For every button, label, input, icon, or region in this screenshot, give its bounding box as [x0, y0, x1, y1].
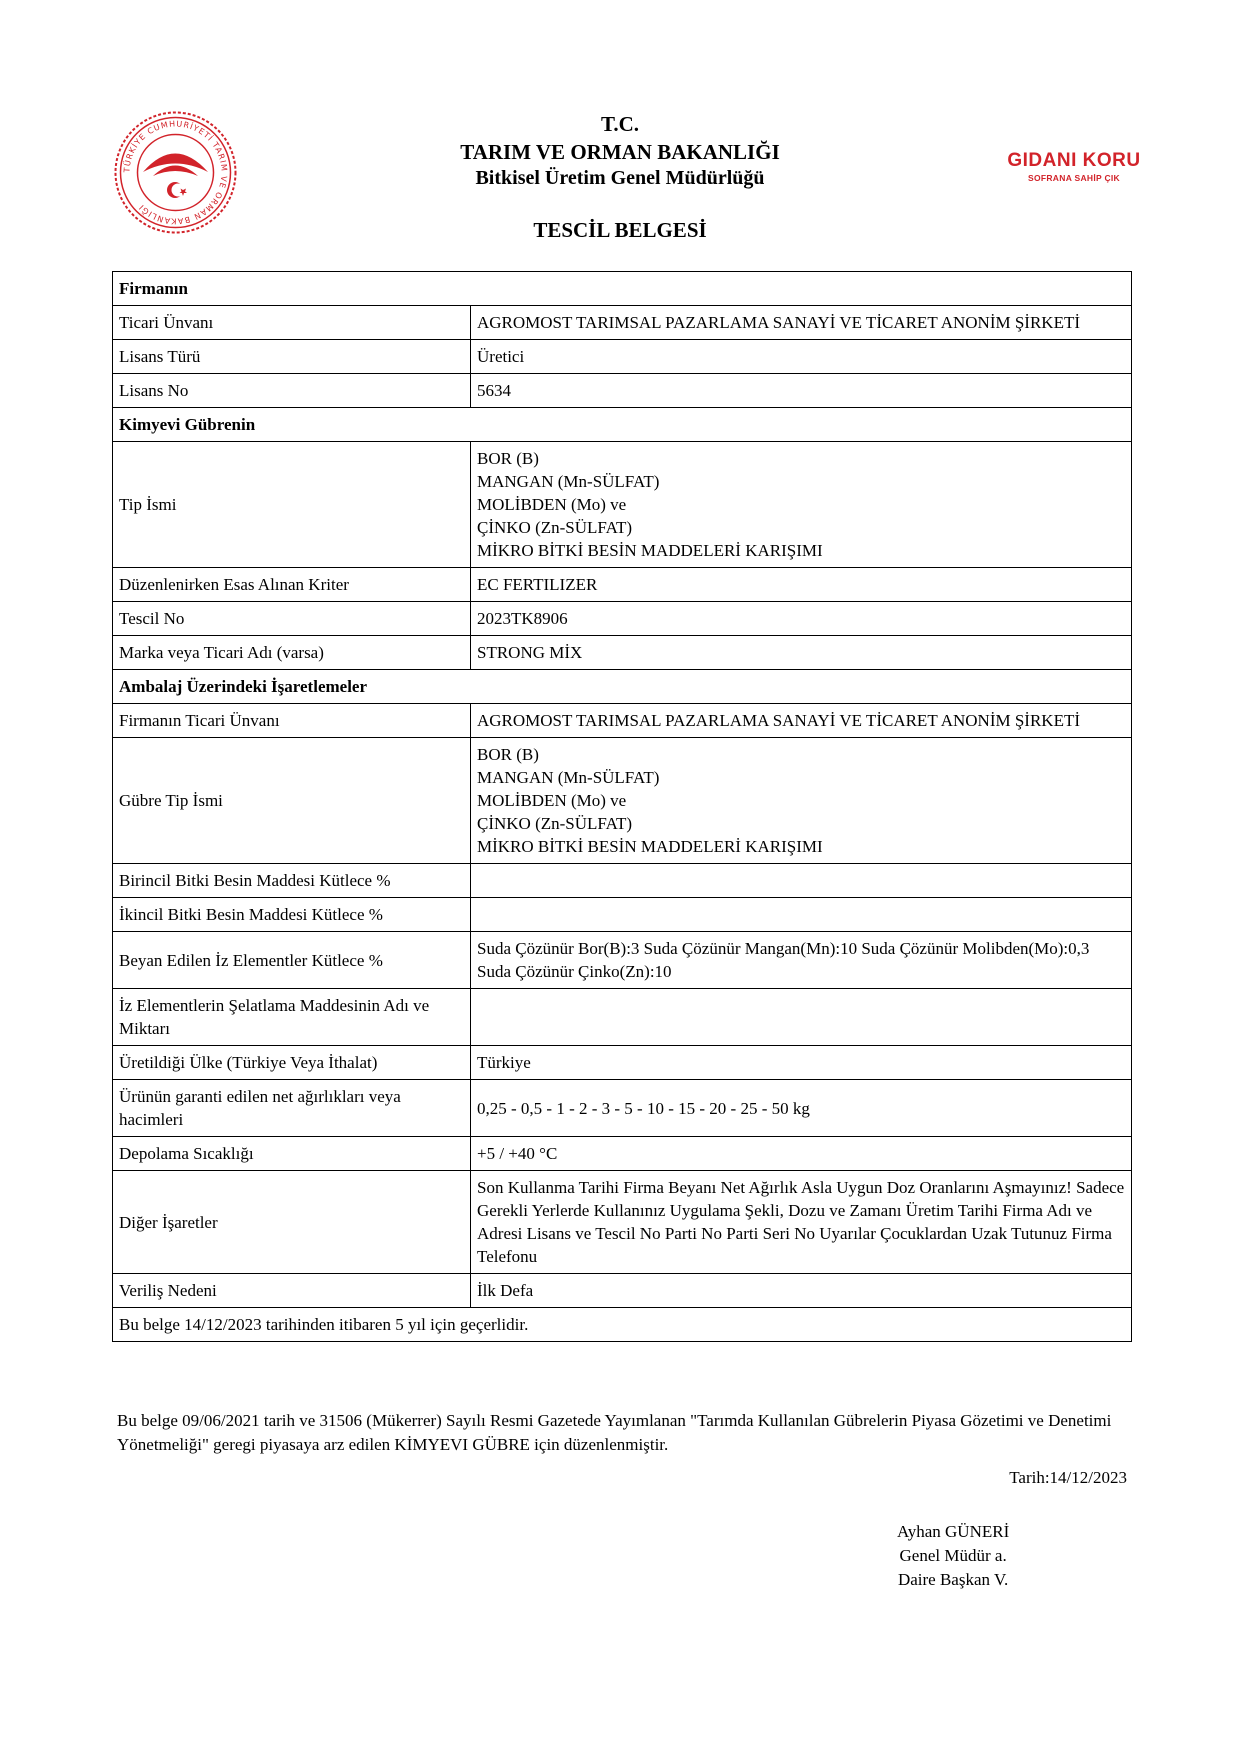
ulke-value: Türkiye — [471, 1046, 1132, 1080]
gubre-tip-value — [471, 738, 1132, 864]
ikincil-value — [471, 898, 1132, 932]
signer-name: Ayhan GÜNERİ — [897, 1522, 1010, 1541]
diger-label: Diğer İşaretler — [113, 1171, 471, 1274]
signer-title: Genel Müdür a. — [899, 1546, 1007, 1565]
birincil-value — [471, 864, 1132, 898]
marka-value: STRONG MİX — [471, 636, 1132, 670]
table-row — [113, 932, 1132, 989]
tip-ismi-line: MOLİBDEN (Mo) ve — [477, 495, 627, 514]
lisans-no-value: 5634 — [471, 374, 1132, 408]
tescil-no-value: 2023TK8906 — [471, 602, 1132, 636]
birincil-label: Birincil Bitki Besin Maddesi Kütlece % — [113, 864, 471, 898]
marka-label: Marka veya Ticari Adı (varsa) — [113, 636, 471, 670]
table-row — [113, 1137, 1132, 1171]
kriter-label: Düzenlenirken Esas Alınan Kriter — [113, 568, 471, 602]
depolama-value: +5 / +40 °C — [471, 1137, 1132, 1171]
header-directorate: Bitkisel Üretim Genel Müdürlüğü — [475, 167, 765, 189]
kriter-value: EC FERTILIZER — [471, 568, 1132, 602]
table-row — [113, 1171, 1132, 1274]
regulation-note: Bu belge 09/06/2021 tarih ve 31506 (Mükerrer) Sayılı Resmi Gazetede Yayımlanan "Tarımda Kullanılan Gübrelerin Piyasa Gözetimi ve Denetimi Yönetmeliği" geregi piyasaya arz edilen KİMYEVI GÜBRE için düzenlenmiştir. — [117, 1411, 1112, 1454]
verilis-value: İlk Defa — [471, 1274, 1132, 1308]
agirlik-label: Ürünün garanti edilen net ağırlıkları veya hacimleri — [113, 1080, 471, 1137]
tescil-no-label: Tescil No — [113, 602, 471, 636]
selatlama-value — [471, 989, 1132, 1046]
depolama-label: Depolama Sıcaklığı — [113, 1137, 471, 1171]
ticari-unvan-value: AGROMOST TARIMSAL PAZARLAMA SANAYİ VE TİCARET ANONİM ŞİRKETİ — [471, 306, 1132, 340]
table-row — [113, 340, 1132, 374]
registration-table — [112, 271, 1132, 1342]
table-row — [113, 898, 1132, 932]
lisans-turu-value: Üretici — [471, 340, 1132, 374]
brand-line2: SOFRANA SAHİP ÇIK — [1028, 173, 1120, 183]
gubre-tip-line: BOR (B) — [477, 745, 539, 764]
gubre-tip-line: MOLİBDEN (Mo) ve — [477, 791, 627, 810]
svg-text:TÜRKİYE CUMHURİYETİ TARIM VE O: TÜRKİYE CUMHURİYETİ TARIM VE ORMAN BAKANLIĞI — [122, 119, 229, 226]
header-ministry: TARIM VE ORMAN BAKANLIĞI — [460, 140, 780, 164]
tip-ismi-line: MİKRO BİTKİ BESİN MADDELERİ KARIŞIMI — [477, 541, 823, 560]
tip-ismi-line: ÇİNKO (Zn-SÜLFAT) — [477, 518, 633, 537]
signer-title-2: Daire Başkan V. — [897, 1570, 1009, 1589]
firma-ticari-value: AGROMOST TARIMSAL PAZARLAMA SANAYİ VE TİCARET ANONİM ŞİRKETİ — [471, 704, 1132, 738]
tip-ismi-line: BOR (B) — [477, 449, 539, 468]
issue-date: Tarih:14/12/2023 — [1009, 1468, 1127, 1487]
tip-ismi-value — [471, 442, 1132, 568]
diger-value: Son Kullanma Tarihi Firma Beyanı Net Ağırlık Asla Uygun Doz Oranlarını Aşmayınız! Sadece Gerekli Yerlerde Kullanınız Uygulama Şekli, Dozu ve Zamanı Üretim Tarihi Firma Adı ve Adresi Lisans ve Tescil No Parti No Parti Seri No Uyarılar Çocuklardan Uzak Tutunuz Firma Telefonu — [471, 1171, 1132, 1274]
table-row — [113, 568, 1132, 602]
ulke-label: Üretildiği Ülke (Türkiye Veya İthalat) — [113, 1046, 471, 1080]
gubre-tip-label: Gübre Tip İsmi — [113, 738, 471, 864]
gubre-tip-line: MANGAN (Mn-SÜLFAT) — [477, 768, 660, 787]
ikincil-label: İkincil Bitki Besin Maddesi Kütlece % — [113, 898, 471, 932]
gubre-tip-line: ÇİNKO (Zn-SÜLFAT) — [477, 814, 633, 833]
table-row — [113, 602, 1132, 636]
table-row — [113, 704, 1132, 738]
header-tc: T.C. — [600, 112, 640, 136]
ticari-unvan-label: Ticari Ünvanı — [113, 306, 471, 340]
table-row — [113, 1274, 1132, 1308]
table-row — [113, 442, 1132, 568]
table-row — [113, 306, 1132, 340]
document-title: TESCİL BELGESİ — [533, 218, 707, 242]
table-row — [113, 272, 1132, 306]
table-row — [113, 738, 1132, 864]
table-row — [113, 989, 1132, 1046]
tip-ismi-label: Tip İsmi — [113, 442, 471, 568]
iz-element-value: Suda Çözünür Bor(B):3 Suda Çözünür Mangan(Mn):10 Suda Çözünür Molibden(Mo):0,3 Suda Çözünür Çinko(Zn):10 — [471, 932, 1132, 989]
table-row — [113, 408, 1132, 442]
table-row — [113, 374, 1132, 408]
agirlik-value: 0,25 - 0,5 - 1 - 2 - 3 - 5 - 10 - 15 - 20 - 25 - 50 kg — [471, 1080, 1132, 1137]
section-ambalaj: Ambalaj Üzerindeki İşaretlemeler — [113, 670, 1132, 704]
firma-ticari-label: Firmanın Ticari Ünvanı — [113, 704, 471, 738]
section-gubre: Kimyevi Gübrenin — [113, 408, 1132, 442]
lisans-turu-label: Lisans Türü — [113, 340, 471, 374]
selatlama-label: İz Elementlerin Şelatlama Maddesinin Adı ve Miktarı — [113, 989, 471, 1046]
table-row — [113, 1308, 1132, 1342]
table-row — [113, 636, 1132, 670]
table-row — [113, 670, 1132, 704]
tip-ismi-line: MANGAN (Mn-SÜLFAT) — [477, 472, 660, 491]
brand-line1: GIDANI KORU — [1007, 150, 1141, 171]
table-row — [113, 1080, 1132, 1137]
table-row — [113, 1046, 1132, 1080]
signature-block — [897, 1520, 1009, 1592]
validity-note: Bu belge 14/12/2023 tarihinden itibaren 5 yıl için geçerlidir. — [113, 1308, 1132, 1342]
table-row — [113, 864, 1132, 898]
iz-element-label: Beyan Edilen İz Elementler Kütlece % — [113, 932, 471, 989]
verilis-label: Veriliş Nedeni — [113, 1274, 471, 1308]
lisans-no-label: Lisans No — [113, 374, 471, 408]
section-firma: Firmanın — [113, 272, 1132, 306]
gubre-tip-line: MİKRO BİTKİ BESİN MADDELERİ KARIŞIMI — [477, 837, 823, 856]
